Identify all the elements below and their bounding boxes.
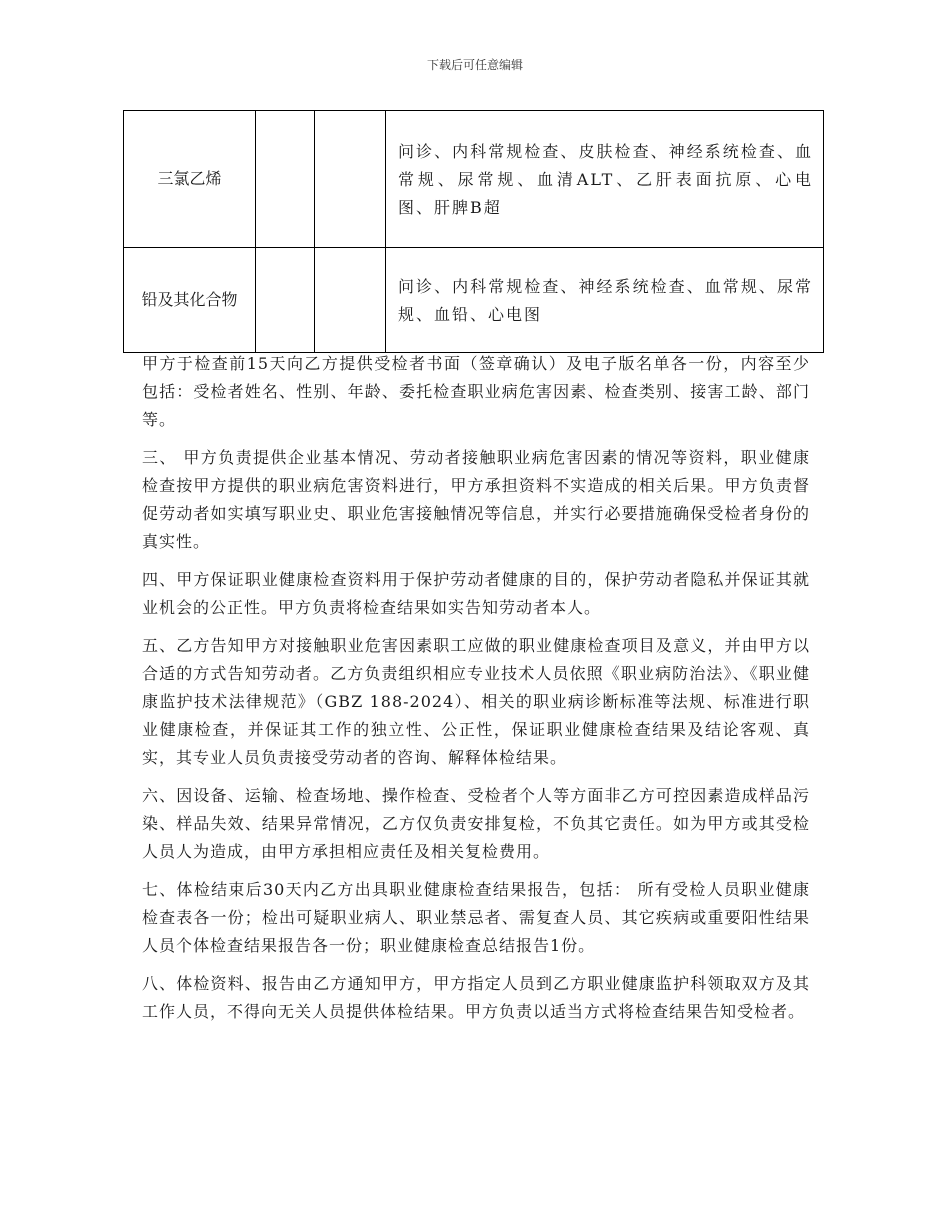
- empty-cell: [315, 248, 386, 353]
- hazard-exam-table: [123, 110, 824, 353]
- paragraph: 五、乙方告知甲方对接触职业危害因素职工应做的职业健康检查项目及意义，并由甲方以合适的方式告知劳动者。乙方负责组织相应专业技术人员依照《职业病防治法》、《职业健康监护技术法律规范》（GBZ 188-2024）、相关的职业病诊断标准等法规、标准进行职业健康检查，并保证其工作的独立性、公正性，保证职业健康检查结果及结论客观、真实，其专业人员负责接受劳动者的咨询、解释体检结果。: [142, 636, 810, 767]
- paragraph: 四、甲方保证职业健康检查资料用于保护劳动者健康的目的，保护劳动者隐私并保证其就业机会的公正性。甲方负责将检查结果如实告知劳动者本人。: [142, 570, 810, 617]
- paragraph: 七、体检结束后30天内乙方出具职业健康检查结果报告，包括： 所有受检人员职业健康检查表各一份；检出可疑职业病人、职业禁忌者、需复查人员、其它疾病或重要阳性结果人员个体检查结果报告各一份；职业健康检查总结报告1份。: [142, 880, 810, 955]
- contract-body: [142, 350, 810, 1036]
- page-header-note: 下载后可任意编辑: [426, 58, 523, 72]
- paragraph: 八、体检资料、报告由乙方通知甲方，甲方指定人员到乙方职业健康监护科领取双方及其工作人员，不得向无关人员提供体检结果。甲方负责以适当方式将检查结果告知受检者。: [142, 974, 810, 1021]
- exam-items-cell: 问诊、内科常规检查、神经系统检查、血常规、尿常规、血铅、心电图: [386, 248, 824, 353]
- paragraph: 三、 甲方负责提供企业基本情况、劳动者接触职业病危害因素的情况等资料，职业健康检查按甲方提供的职业病危害资料进行，甲方承担资料不实造成的相关后果。甲方负责督促劳动者如实填写职业史、职业危害接触情况等信息，并实行必要措施确保受检者身份的真实性。: [142, 448, 810, 551]
- paragraph: 甲方于检查前15天向乙方提供受检者书面（签章确认）及电子版名单各一份，内容至少包括：受检者姓名、性别、年龄、委托检查职业病危害因素、检查类别、接害工龄、部门等。: [142, 354, 810, 429]
- table-row: [124, 248, 824, 353]
- paragraph: 六、因设备、运输、检查场地、操作检查、受检者个人等方面非乙方可控因素造成样品污染、样品失效、结果异常情况，乙方仅负责安排复检，不负其它责任。如为甲方或其受检人员人为造成，由甲方承担相应责任及相关复检费用。: [142, 786, 810, 861]
- empty-cell: [256, 248, 315, 353]
- hazard-factor-cell: 铅及其化合物: [124, 248, 256, 353]
- empty-cell: [315, 111, 386, 248]
- table-row: [124, 111, 824, 248]
- exam-items-cell: 问诊、内科常规检查、皮肤检查、神经系统检查、血常规、尿常规、血清ALT、乙肝表面抗原、心电图、肝脾B超: [386, 111, 824, 248]
- hazard-factor-cell: 三氯乙烯: [124, 111, 256, 248]
- empty-cell: [256, 111, 315, 248]
